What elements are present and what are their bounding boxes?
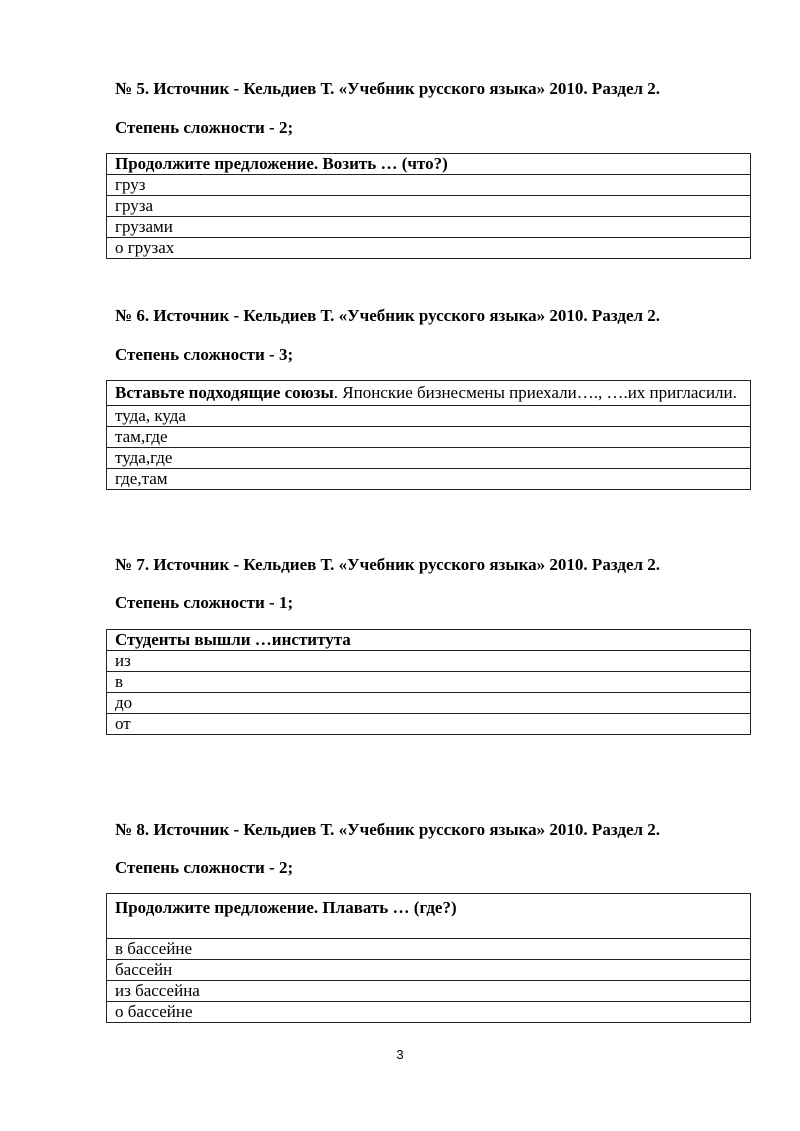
question-5-heading: № 5. Источник - Кельдиев Т. «Учебник русского языка» 2010. Раздел 2. [115, 79, 661, 98]
question-6-difficulty: Степень сложности - 3; [115, 345, 294, 364]
question-7-option-4: от [107, 714, 751, 735]
question-7-prompt-bold: Студенты вышли …института [115, 630, 351, 649]
question-8-heading: № 8. Источник - Кельдиев Т. «Учебник русского языка» 2010. Раздел 2. [115, 820, 661, 839]
question-6-prompt-bold: Вставьте подходящие союзы [115, 383, 334, 402]
question-7-heading: № 7. Источник - Кельдиев Т. «Учебник русского языка» 2010. Раздел 2. [115, 555, 661, 574]
question-5-option-1: груз [107, 175, 751, 196]
question-5-option-3: грузами [107, 217, 751, 238]
question-8-prompt [107, 894, 751, 939]
question-5-option-4: о грузах [107, 238, 751, 259]
question-5-prompt-bold: Продолжите предложение. Возить … (что?) [115, 154, 448, 173]
question-8-option-3: из бассейна [107, 981, 751, 1002]
question-8-table [106, 893, 751, 1023]
question-7-option-2: в [107, 672, 751, 693]
question-6-prompt-rest: . Японские бизнесмены приехали…., ….их пригласили. [333, 383, 737, 402]
question-6-option-2: там,где [107, 427, 751, 448]
question-7-option-1: из [107, 651, 751, 672]
question-8-prompt-bold: Продолжите предложение. Плавать … (где?) [115, 898, 457, 917]
question-5-option-2: груза [107, 196, 751, 217]
question-8-difficulty: Степень сложности - 2; [115, 858, 294, 877]
question-5-prompt [107, 154, 751, 175]
question-6-option-1: туда, куда [107, 406, 751, 427]
question-8-option-4: о бассейне [107, 1002, 751, 1023]
question-7-prompt [107, 630, 751, 651]
question-8-option-2: бассейн [107, 960, 751, 981]
question-6-table [106, 380, 751, 490]
question-5-table [106, 153, 751, 259]
question-7-difficulty: Степень сложности - 1; [115, 593, 294, 612]
question-6-prompt [107, 381, 751, 406]
question-6-heading: № 6. Источник - Кельдиев Т. «Учебник русского языка» 2010. Раздел 2. [115, 306, 661, 325]
question-7-table [106, 629, 751, 735]
question-6-option-4: где,там [107, 469, 751, 490]
question-8-option-1: в бассейне [107, 939, 751, 960]
question-5-difficulty: Степень сложности - 2; [115, 118, 294, 137]
page-number: 3 [396, 1047, 404, 1062]
question-6-option-3: туда,где [107, 448, 751, 469]
question-7-option-3: до [107, 693, 751, 714]
